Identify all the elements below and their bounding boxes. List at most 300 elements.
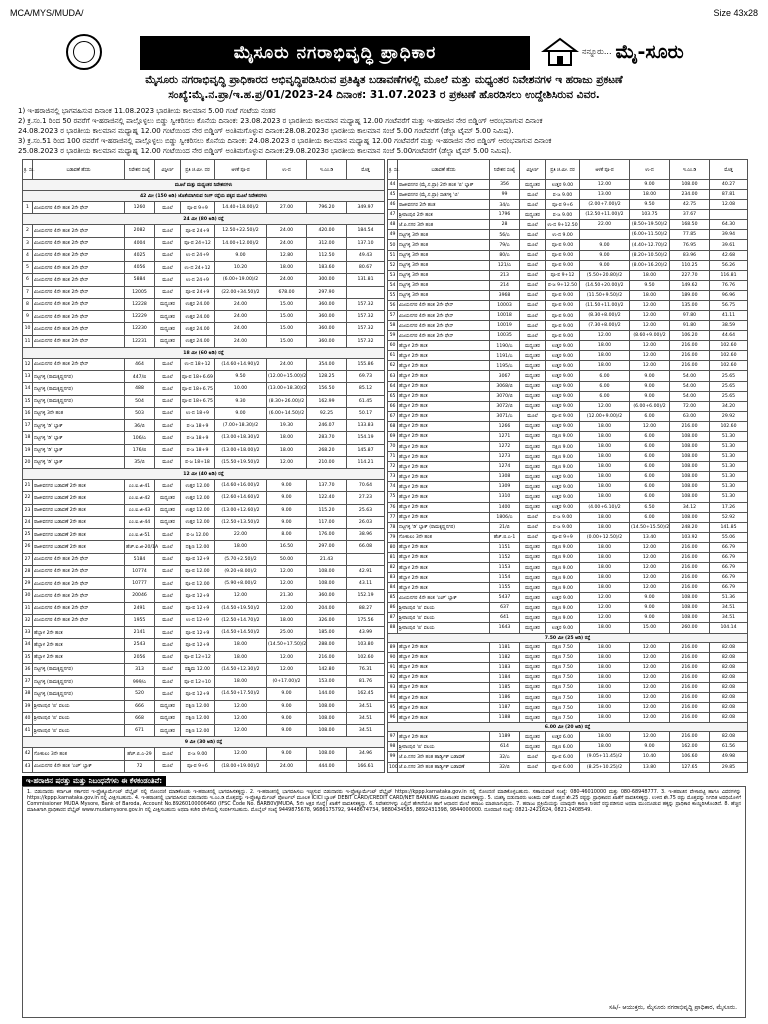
table-cell: 68 bbox=[388, 421, 398, 431]
table-cell: 12228 bbox=[125, 298, 155, 310]
table-row bbox=[388, 642, 748, 652]
table-cell: 10019 bbox=[490, 321, 520, 331]
table-cell: 24.00 bbox=[267, 760, 307, 772]
table-cell: 157.32 bbox=[347, 323, 385, 335]
table-cell: ಹೆಬ್ಬಾಳ 2ನೇ ಹಂತ bbox=[398, 381, 490, 391]
table-cell: 216.00 bbox=[670, 542, 710, 552]
table-cell: 108.00 bbox=[670, 442, 710, 452]
table-cell: (14.50+17.50)/2 bbox=[267, 639, 307, 651]
table-cell: 2056 bbox=[125, 651, 155, 663]
table-cell: 131.81 bbox=[347, 274, 385, 286]
column-header: ಕ್ರ. ಸಂ. bbox=[388, 160, 398, 180]
table-cell: 21.30 bbox=[267, 590, 307, 602]
table-cell: ಮೂಲೆ bbox=[155, 444, 181, 456]
table-cell: 102.60 bbox=[347, 651, 385, 663]
table-cell: 10003 bbox=[490, 300, 520, 310]
table-cell: 82.08 bbox=[710, 642, 748, 652]
table-row bbox=[388, 603, 748, 613]
table-cell: 12230 bbox=[125, 323, 155, 335]
table-cell: ಪೂ-ಪ 9.00 bbox=[546, 411, 580, 421]
table-cell: ಹೆಬ್ಬಾಳ 2ನೇ ಹಂತ bbox=[33, 639, 125, 651]
table-cell: ಮೂಲೆ bbox=[520, 240, 546, 250]
table-cell: ದಟ್ಟಗಳ್ಳಿ 3ನೇ ಹಂತ bbox=[33, 407, 125, 419]
table-cell: 117.00 bbox=[307, 516, 347, 528]
table-row bbox=[388, 672, 748, 682]
table-cell: 4 bbox=[23, 249, 33, 261]
table-cell: 12 bbox=[23, 358, 33, 370]
table-cell: ಉತ್ತರ 6.00 bbox=[546, 732, 580, 742]
table-cell: 108.00 bbox=[307, 725, 347, 737]
table-cell: 42.68 bbox=[710, 250, 748, 260]
table-cell: 162.00 bbox=[670, 742, 710, 752]
table-cell: ಹೆಬ್ಬಾಳ 2ನೇ ಹಂತ bbox=[33, 651, 125, 663]
table-cell: 12.80 bbox=[267, 249, 307, 261]
table-cell: 9.50 bbox=[630, 280, 670, 290]
table-cell: ಪೂ-ಪ 12+9 bbox=[181, 590, 215, 602]
table-cell: (18.00+19.00)/2 bbox=[215, 760, 267, 772]
table-cell: ಮಧ್ಯಂತರ bbox=[520, 361, 546, 371]
table-cell: 23 bbox=[23, 504, 33, 516]
table-cell: ಮೂಲೆ bbox=[520, 290, 546, 300]
table-cell: 45 bbox=[388, 190, 398, 200]
table-cell: 46 bbox=[388, 200, 398, 210]
table-cell: 12.00 bbox=[580, 613, 630, 623]
table-row bbox=[388, 371, 748, 381]
table-cell: 21 bbox=[23, 480, 33, 492]
table-cell: 268.20 bbox=[307, 444, 347, 456]
table-cell: ಹೆಬ್ಬಾಳ 2ನೇ ಹಂತ bbox=[398, 391, 490, 401]
table-cell: ದಟ್ಟಗಳ್ಳಿ 'ಡಿ' ಬ್ಲಾಕ್ bbox=[33, 444, 125, 456]
table-cell: ದಕ್ಷಿಣ 7.50 bbox=[546, 642, 580, 652]
table-row bbox=[388, 361, 748, 371]
table-cell: 216.00 bbox=[670, 652, 710, 662]
table-cell: ದಟ್ಟಗಳ್ಳಿ (ರಾಮಕೃಷ್ಣನಗರ) bbox=[33, 371, 125, 383]
table-cell: ಮೂಲೆ bbox=[520, 270, 546, 280]
table-cell: ಹೆಚ್.ಬಿ.ಎ-29 bbox=[125, 748, 155, 760]
table-cell: 6.00 bbox=[630, 512, 670, 522]
table-cell: 447/ಬಿ bbox=[125, 371, 155, 383]
column-header: ಪ್ರತಿ ಚ.ಮೀ. ದರ bbox=[181, 160, 215, 180]
table-cell: ವಿಜಯನಗರ 4ನೇ ಹಂತ 2ನೇ ಫೇಸ್ bbox=[33, 335, 125, 347]
table-cell: 67 bbox=[388, 411, 398, 421]
table-cell: (8.00+16.20)/2 bbox=[630, 260, 670, 270]
table-cell: 216.00 bbox=[670, 713, 710, 723]
table-cell: ಪೂ-ಪ 9+9 bbox=[181, 202, 215, 214]
table-cell: 44 bbox=[388, 180, 398, 190]
table-cell: 13 bbox=[23, 371, 33, 383]
table-row bbox=[23, 358, 385, 370]
table-cell: 637 bbox=[490, 603, 520, 613]
table-cell: ಪ-ಜ 9.00 bbox=[546, 210, 580, 220]
table-cell: 12.00 bbox=[580, 401, 630, 411]
table-cell: 35/ಬಿ bbox=[125, 456, 155, 468]
table-cell: 216.00 bbox=[670, 692, 710, 702]
table-cell: 18.00 bbox=[580, 452, 630, 462]
table-cell: ಮೂಲೆ bbox=[520, 200, 546, 210]
table-cell: 668 bbox=[125, 712, 155, 724]
table-cell: ಉತ್ತರ 9.00 bbox=[546, 180, 580, 190]
table-cell: ಮಧ್ಯಂತರ bbox=[520, 623, 546, 633]
table-cell: 108.00 bbox=[670, 613, 710, 623]
table-cell: ಮಧ್ಯಂತರ bbox=[520, 613, 546, 623]
table-cell: 112.50 bbox=[307, 249, 347, 261]
table-cell: 18.00 bbox=[580, 351, 630, 361]
table-cell: 216.00 bbox=[670, 341, 710, 351]
table-cell: (7.00+18.30)/2 bbox=[215, 420, 267, 432]
table-cell: ಮಧ್ಯಂತರ bbox=[520, 703, 546, 713]
table-cell: ಪೂ-ಪ 9.00 bbox=[546, 300, 580, 310]
table-cell: 1182 bbox=[490, 652, 520, 662]
table-cell: ಮೂಲೆ bbox=[520, 220, 546, 230]
table-cell: ಉ-ದ 24+9 bbox=[181, 249, 215, 261]
table-row bbox=[23, 748, 385, 760]
table-cell: ಮೂಲೆ bbox=[155, 676, 181, 688]
column-header: ನಿವೇಶನ ಸಂಖ್ಯೆ bbox=[490, 160, 520, 180]
table-cell: ರಾಜೀವನಗರ ಬಡಾವಣೆ 2ನೇ ಹಂತ bbox=[33, 492, 125, 504]
table-cell: 1184 bbox=[490, 672, 520, 682]
table-cell: 102.60 bbox=[710, 421, 748, 431]
table-cell: 38.96 bbox=[347, 529, 385, 541]
table-cell: ಹೆಬ್ಬಾಳ 2ನೇ ಹಂತ bbox=[398, 672, 490, 682]
table-cell: 12.00 bbox=[267, 456, 307, 468]
table-cell: ಉತ್ತರ 9.00 bbox=[546, 371, 580, 381]
table-cell: 6.00 bbox=[630, 472, 670, 482]
table-cell: 12.00 bbox=[580, 603, 630, 613]
table-cell: 18.00 bbox=[215, 676, 267, 688]
table-cell: 5437 bbox=[490, 593, 520, 603]
table-cell: 216.00 bbox=[670, 662, 710, 672]
table-row bbox=[388, 300, 748, 310]
table-cell: ಪೂ-ಪ 9.00 bbox=[546, 311, 580, 321]
table-cell: ದಟ್ಟಗಳ್ಳಿ (ರಾಮಕೃಷ್ಣನಗರ) bbox=[33, 395, 125, 407]
table-cell: 16 bbox=[23, 407, 33, 419]
table-cell: 54.00 bbox=[670, 371, 710, 381]
table-cell: 42.91 bbox=[347, 565, 385, 577]
table-cell: 153.00 bbox=[307, 676, 347, 688]
table-cell: 76 bbox=[388, 502, 398, 512]
table-cell: 18.00 bbox=[580, 442, 630, 452]
table-cell: 35 bbox=[23, 651, 33, 663]
table-cell: 106/ಎ bbox=[125, 432, 155, 444]
table-cell: 614 bbox=[490, 742, 520, 752]
table-cell: 1266 bbox=[490, 421, 520, 431]
table-cell: 39.94 bbox=[710, 230, 748, 240]
table-cell: ಪೂ-ಪ 9+6 bbox=[546, 200, 580, 210]
table-cell: 34.20 bbox=[710, 401, 748, 411]
table-row bbox=[388, 492, 748, 502]
table-cell: ಮಧ್ಯಂತರ bbox=[520, 472, 546, 482]
table-row bbox=[23, 516, 385, 528]
table-cell: 204.00 bbox=[307, 602, 347, 614]
table-cell: ಹೆಬ್ಬಾಳ 2ನೇ ಹಂತ bbox=[398, 482, 490, 492]
table-row bbox=[388, 752, 748, 762]
table-row bbox=[23, 407, 385, 419]
table-row bbox=[23, 663, 385, 675]
table-cell: 108.00 bbox=[670, 482, 710, 492]
table-cell: 6.00 bbox=[580, 371, 630, 381]
table-cell: 210.00 bbox=[307, 456, 347, 468]
table-cell: 12.00 bbox=[267, 651, 307, 663]
table-cell: ದಟ್ಟಗಳ್ಳಿ 3ನೇ ಹಂತ bbox=[398, 270, 490, 280]
table-row bbox=[23, 725, 385, 737]
table-row bbox=[388, 220, 748, 230]
table-cell: ಪ-ಜ 9+12.50 bbox=[546, 280, 580, 290]
table-cell: 216.00 bbox=[670, 583, 710, 593]
column-header: ಉ-ದ bbox=[267, 160, 307, 180]
table-cell: ಗೋಕುಲಂ 3ನೇ ಹಂತ bbox=[33, 748, 125, 760]
table-cell: 63.00 bbox=[670, 411, 710, 421]
table-cell: (12.50+13.50)/2 bbox=[215, 516, 267, 528]
table-cell: 25.00 bbox=[267, 627, 307, 639]
table-row bbox=[23, 225, 385, 237]
table-cell: ವಿಜಯನಗರ 4ನೇ ಹಂತ 2ನೇ ಫೇಸ್ bbox=[33, 274, 125, 286]
table-cell: 22 bbox=[23, 492, 33, 504]
table-cell: ವಿಜಯನಗರ 4ನೇ ಹಂತ 2ನೇ ಫೇಸ್ bbox=[33, 358, 125, 370]
table-cell: 9.00 bbox=[630, 593, 670, 603]
table-cell: ಮೂಲೆ bbox=[520, 532, 546, 542]
table-cell: 12.00 bbox=[630, 341, 670, 351]
table-cell: ಜೆ.ಪಿ.ನಗರ 3ನೇ ಹಂತ bbox=[398, 220, 490, 230]
table-cell: 92 bbox=[388, 672, 398, 682]
table-row bbox=[23, 651, 385, 663]
table-cell: 5 bbox=[23, 262, 33, 274]
table-cell: 17 bbox=[23, 420, 33, 432]
table-cell: 1188 bbox=[490, 713, 520, 723]
table-cell: 15.00 bbox=[267, 298, 307, 310]
table-cell: 9.50 bbox=[215, 371, 267, 383]
table-row bbox=[388, 311, 748, 321]
table-cell: 671 bbox=[125, 725, 155, 737]
table-cell: ಪೂ-ಪ 12+12 bbox=[181, 651, 215, 663]
table-cell: 51.30 bbox=[710, 482, 748, 492]
table-cell: ಪೂ-ಪ 9.00 bbox=[546, 321, 580, 331]
table-cell: 108.00 bbox=[670, 472, 710, 482]
table-cell: 18.00 bbox=[580, 573, 630, 583]
table-cell: ದಟ್ಟಗಳ್ಳಿ (ರಾಮಕೃಷ್ಣನಗರ) bbox=[33, 663, 125, 675]
table-cell: 216.00 bbox=[307, 651, 347, 663]
table-cell: 89 bbox=[388, 642, 398, 652]
table-row bbox=[388, 593, 748, 603]
table-cell: ಮಧ್ಯಂತರ bbox=[520, 682, 546, 692]
table-cell: (0.00+12.50)/2 bbox=[580, 532, 630, 542]
table-cell: ವಿಜಯನಗರ 4ನೇ ಹಂತ 'ಎಚ್' ಬ್ಲಾಕ್ bbox=[33, 760, 125, 772]
table-cell: ಹೆಬ್ಬಾಳ 2ನೇ ಹಂತ bbox=[398, 583, 490, 593]
table-row bbox=[23, 420, 385, 432]
table-cell: 184.54 bbox=[347, 225, 385, 237]
table-cell: ಹೆಬ್ಬಾಳ 2ನೇ ಹಂತ bbox=[398, 662, 490, 672]
table-cell: 1273 bbox=[490, 452, 520, 462]
table-cell: ಮಧ್ಯಂತರ bbox=[520, 371, 546, 381]
table-cell: 420.00 bbox=[307, 225, 347, 237]
table-cell: ಹೆಬ್ಬಾಳ 2ನೇ ಹಂತ bbox=[398, 692, 490, 702]
table-cell: ಉತ್ತರ 12.00 bbox=[181, 504, 215, 516]
table-cell: (4.40+12.70)/2 bbox=[630, 240, 670, 250]
table-cell: 360.00 bbox=[307, 590, 347, 602]
table-cell: 12.00 bbox=[630, 573, 670, 583]
column-header: ಇ.ಎಂ.ಡಿ bbox=[670, 160, 710, 180]
table-cell: 2543 bbox=[125, 639, 155, 651]
table-cell: ಮೂಲೆ bbox=[155, 760, 181, 772]
table-cell: 6.00 bbox=[630, 411, 670, 421]
table-cell: 66.79 bbox=[710, 573, 748, 583]
table-cell: 18.00 bbox=[215, 651, 267, 663]
table-cell: 9.00 bbox=[267, 712, 307, 724]
table-cell: 102.60 bbox=[710, 341, 748, 351]
table-cell: 39 bbox=[23, 700, 33, 712]
table-cell: 24 bbox=[23, 516, 33, 528]
table-cell: ಮೂಲೆ bbox=[155, 480, 181, 492]
table-cell: 6.00 bbox=[630, 482, 670, 492]
table-cell: ಗೋಕುಲಂ 3ನೇ ಹಂತ bbox=[398, 532, 490, 542]
table-cell: 34.51 bbox=[710, 603, 748, 613]
table-cell: ಮಧ್ಯಂತರ bbox=[520, 672, 546, 682]
table-cell: ಉತ್ತರ 9.00 bbox=[546, 381, 580, 391]
table-cell: 66 bbox=[388, 401, 398, 411]
table-cell: (6.00+11.50)/2 bbox=[630, 230, 670, 240]
table-row bbox=[23, 676, 385, 688]
table-cell: (12.00+15.00)/2 bbox=[267, 371, 307, 383]
table-cell: 216.00 bbox=[670, 351, 710, 361]
table-cell: 18.00 bbox=[267, 262, 307, 274]
table-cell: ದಕ್ಷಿಣ 9.00 bbox=[546, 552, 580, 562]
table-cell: 6 bbox=[23, 274, 33, 286]
table-cell: 34.12 bbox=[670, 502, 710, 512]
table-cell: 98 bbox=[388, 742, 398, 752]
table-cell: 55 bbox=[388, 290, 398, 300]
terms-heading: ಇ-ಹರಾಜಿನ ಷರತ್ತು ಮತ್ತು ನಿಬಂಧನೆಗಳು ಈ ಕೆಳಕಂಡಂತಿವೆ: bbox=[22, 776, 166, 787]
table-cell: ಪೂ-ಪ 24+9 bbox=[181, 225, 215, 237]
table-row bbox=[388, 381, 748, 391]
table-cell: ಮೂಲೆ bbox=[155, 651, 181, 663]
table-cell: 24.00 bbox=[215, 298, 267, 310]
table-cell: 9.00 bbox=[580, 240, 630, 250]
table-cell: ಪೂ-ಪ 9+6 bbox=[181, 760, 215, 772]
table-cell: 3071/ಎ bbox=[490, 411, 520, 421]
table-cell: 76.76 bbox=[710, 280, 748, 290]
table-row bbox=[388, 190, 748, 200]
table-cell: ಎಂ.ಐ.ಜಿ-44 bbox=[125, 516, 155, 528]
table-cell: 79/ಎ bbox=[490, 240, 520, 250]
table-cell: 12.50+22.50)/2 bbox=[215, 225, 267, 237]
table-cell: ದಟ್ಟಗಳ್ಳಿ 3ನೇ ಹಂತ bbox=[398, 240, 490, 250]
table-row bbox=[388, 280, 748, 290]
table-cell: ಉತ್ತರ 9.00 bbox=[546, 401, 580, 411]
table-cell: 216.00 bbox=[670, 672, 710, 682]
table-row bbox=[23, 712, 385, 724]
column-header: ವಿಸ್ತೀರ್ಣ bbox=[155, 160, 181, 180]
table-cell: (12.00+9.00)/2 bbox=[580, 411, 630, 421]
table-cell: ಹೆಬ್ಬಾಳ 2ನೇ ಹಂತ bbox=[398, 492, 490, 502]
table-cell: 135.00 bbox=[670, 300, 710, 310]
table-cell: ಮೂಲೆ bbox=[155, 383, 181, 395]
table-cell: 41.11 bbox=[710, 311, 748, 321]
column-header: ಮೊತ್ತ bbox=[347, 160, 385, 180]
table-cell: 9.00 bbox=[267, 480, 307, 492]
table-cell: 166.61 bbox=[347, 760, 385, 772]
table-cell: 70 bbox=[388, 442, 398, 452]
table-cell: 360.00 bbox=[307, 298, 347, 310]
table-cell: 216.00 bbox=[670, 361, 710, 371]
table-cell: 216.00 bbox=[670, 682, 710, 692]
table-cell: 18.00 bbox=[580, 512, 630, 522]
table-cell: 90 bbox=[388, 652, 398, 662]
table-cell: ಪೂ-ಪ 12+9 bbox=[181, 553, 215, 565]
table-cell: ದಕ್ಷಿಣ 12.00 bbox=[181, 725, 215, 737]
table-row bbox=[388, 742, 748, 752]
table-cell: ಪೂ-ಪ 6.00 bbox=[546, 752, 580, 762]
table-cell: 82.08 bbox=[710, 682, 748, 692]
table-cell: ಮೂಲೆ bbox=[155, 748, 181, 760]
table-cell: ಮಧ್ಯಂತರ bbox=[520, 210, 546, 220]
table-cell: 87 bbox=[388, 613, 398, 623]
section-label: 6.00 ಮೀ (20 ಅಡಿ) ರಸ್ತೆ bbox=[388, 723, 748, 732]
table-cell: 21/ಬಿ bbox=[490, 522, 520, 532]
column-header: ಬಡಾವಣೆ ಹೆಸರು bbox=[398, 160, 490, 180]
table-cell: 144.00 bbox=[307, 688, 347, 700]
table-cell: ಮಧ್ಯಂತರ bbox=[520, 662, 546, 672]
table-cell: (8.25+10.25)/2 bbox=[580, 762, 630, 773]
table-cell: 504 bbox=[125, 395, 155, 407]
table-cell: ದಕ್ಷಿಣ 7.50 bbox=[546, 682, 580, 692]
table-cell: 34 bbox=[23, 639, 33, 651]
table-cell: 88 bbox=[388, 623, 398, 633]
table-cell: 121/ಎ bbox=[490, 260, 520, 270]
table-cell: 18.00 bbox=[580, 732, 630, 742]
table-cell: ಮೂಲೆ bbox=[155, 395, 181, 407]
table-cell: 18.00 bbox=[580, 562, 630, 572]
table-cell: ಜೆ.ಪಿ.ನಗರ 3ನೇ ಹಂತ ಹಾರ್ಡ್ವಿಕ್ ಬಡಾವಣೆ bbox=[398, 762, 490, 773]
note-line: 1) ಇ-ಹರಾಜಿನಲ್ಲಿ ಭಾಗವಹಿಸುವ ದಿನಾಂಕ 11.08.2023 ಭಾರತೀಯ ಕಾಲಮಾನ 5.00 ಗಂಟೆ ಗಂಟೆಯ ನಂತರ bbox=[18, 107, 276, 115]
table-cell: 142.80 bbox=[307, 663, 347, 675]
table-cell: ಪೂ-ಪ 12+9 bbox=[181, 627, 215, 639]
table-cell: 9.50 bbox=[630, 200, 670, 210]
table-cell: (22.00+34.50)/2 bbox=[215, 286, 267, 298]
table-cell: 95 bbox=[388, 703, 398, 713]
table-cell: 18.00 bbox=[580, 421, 630, 431]
table-cell: 34.51 bbox=[347, 712, 385, 724]
table-cell: 82.08 bbox=[710, 662, 748, 672]
table-cell: 37.67 bbox=[670, 210, 710, 220]
table-cell: 283.70 bbox=[307, 432, 347, 444]
table-cell: ಹೆಚ್.ಬಿ.ಎ-1 bbox=[490, 532, 520, 542]
table-cell: 9.00 bbox=[215, 407, 267, 419]
table-cell: 12.00 bbox=[630, 321, 670, 331]
table-cell: 12.00 bbox=[630, 351, 670, 361]
table-cell: 27.23 bbox=[347, 492, 385, 504]
table-cell: 103.80 bbox=[347, 639, 385, 651]
table-cell: ಹೆಚ್.ಐ.ಜಿ-20/1A bbox=[125, 541, 155, 553]
table-cell: 18.00 bbox=[580, 742, 630, 752]
table-cell: (5.90+8.00)/2 bbox=[215, 578, 267, 590]
table-row bbox=[23, 760, 385, 772]
table-cell: 51.30 bbox=[710, 452, 748, 462]
table-cell: 42.75 bbox=[670, 200, 710, 210]
table-row bbox=[23, 602, 385, 614]
table-cell: 216.00 bbox=[670, 421, 710, 431]
table-cell: 85 bbox=[388, 593, 398, 603]
document-size: Size 43x28 bbox=[713, 8, 758, 18]
table-row bbox=[388, 200, 748, 210]
table-cell: 12.00 bbox=[580, 180, 630, 190]
table-cell: ದಕ್ಷಿಣ 7.50 bbox=[546, 672, 580, 682]
table-cell: 216.00 bbox=[670, 562, 710, 572]
table-row bbox=[388, 732, 748, 742]
section-row bbox=[388, 633, 748, 642]
table-cell: ಮಧ್ಯಂತರ bbox=[520, 492, 546, 502]
table-cell: 18.00 bbox=[580, 623, 630, 633]
table-cell: 25 bbox=[23, 529, 33, 541]
table-cell: ಪೂ-ಪ 9.00 bbox=[546, 331, 580, 341]
